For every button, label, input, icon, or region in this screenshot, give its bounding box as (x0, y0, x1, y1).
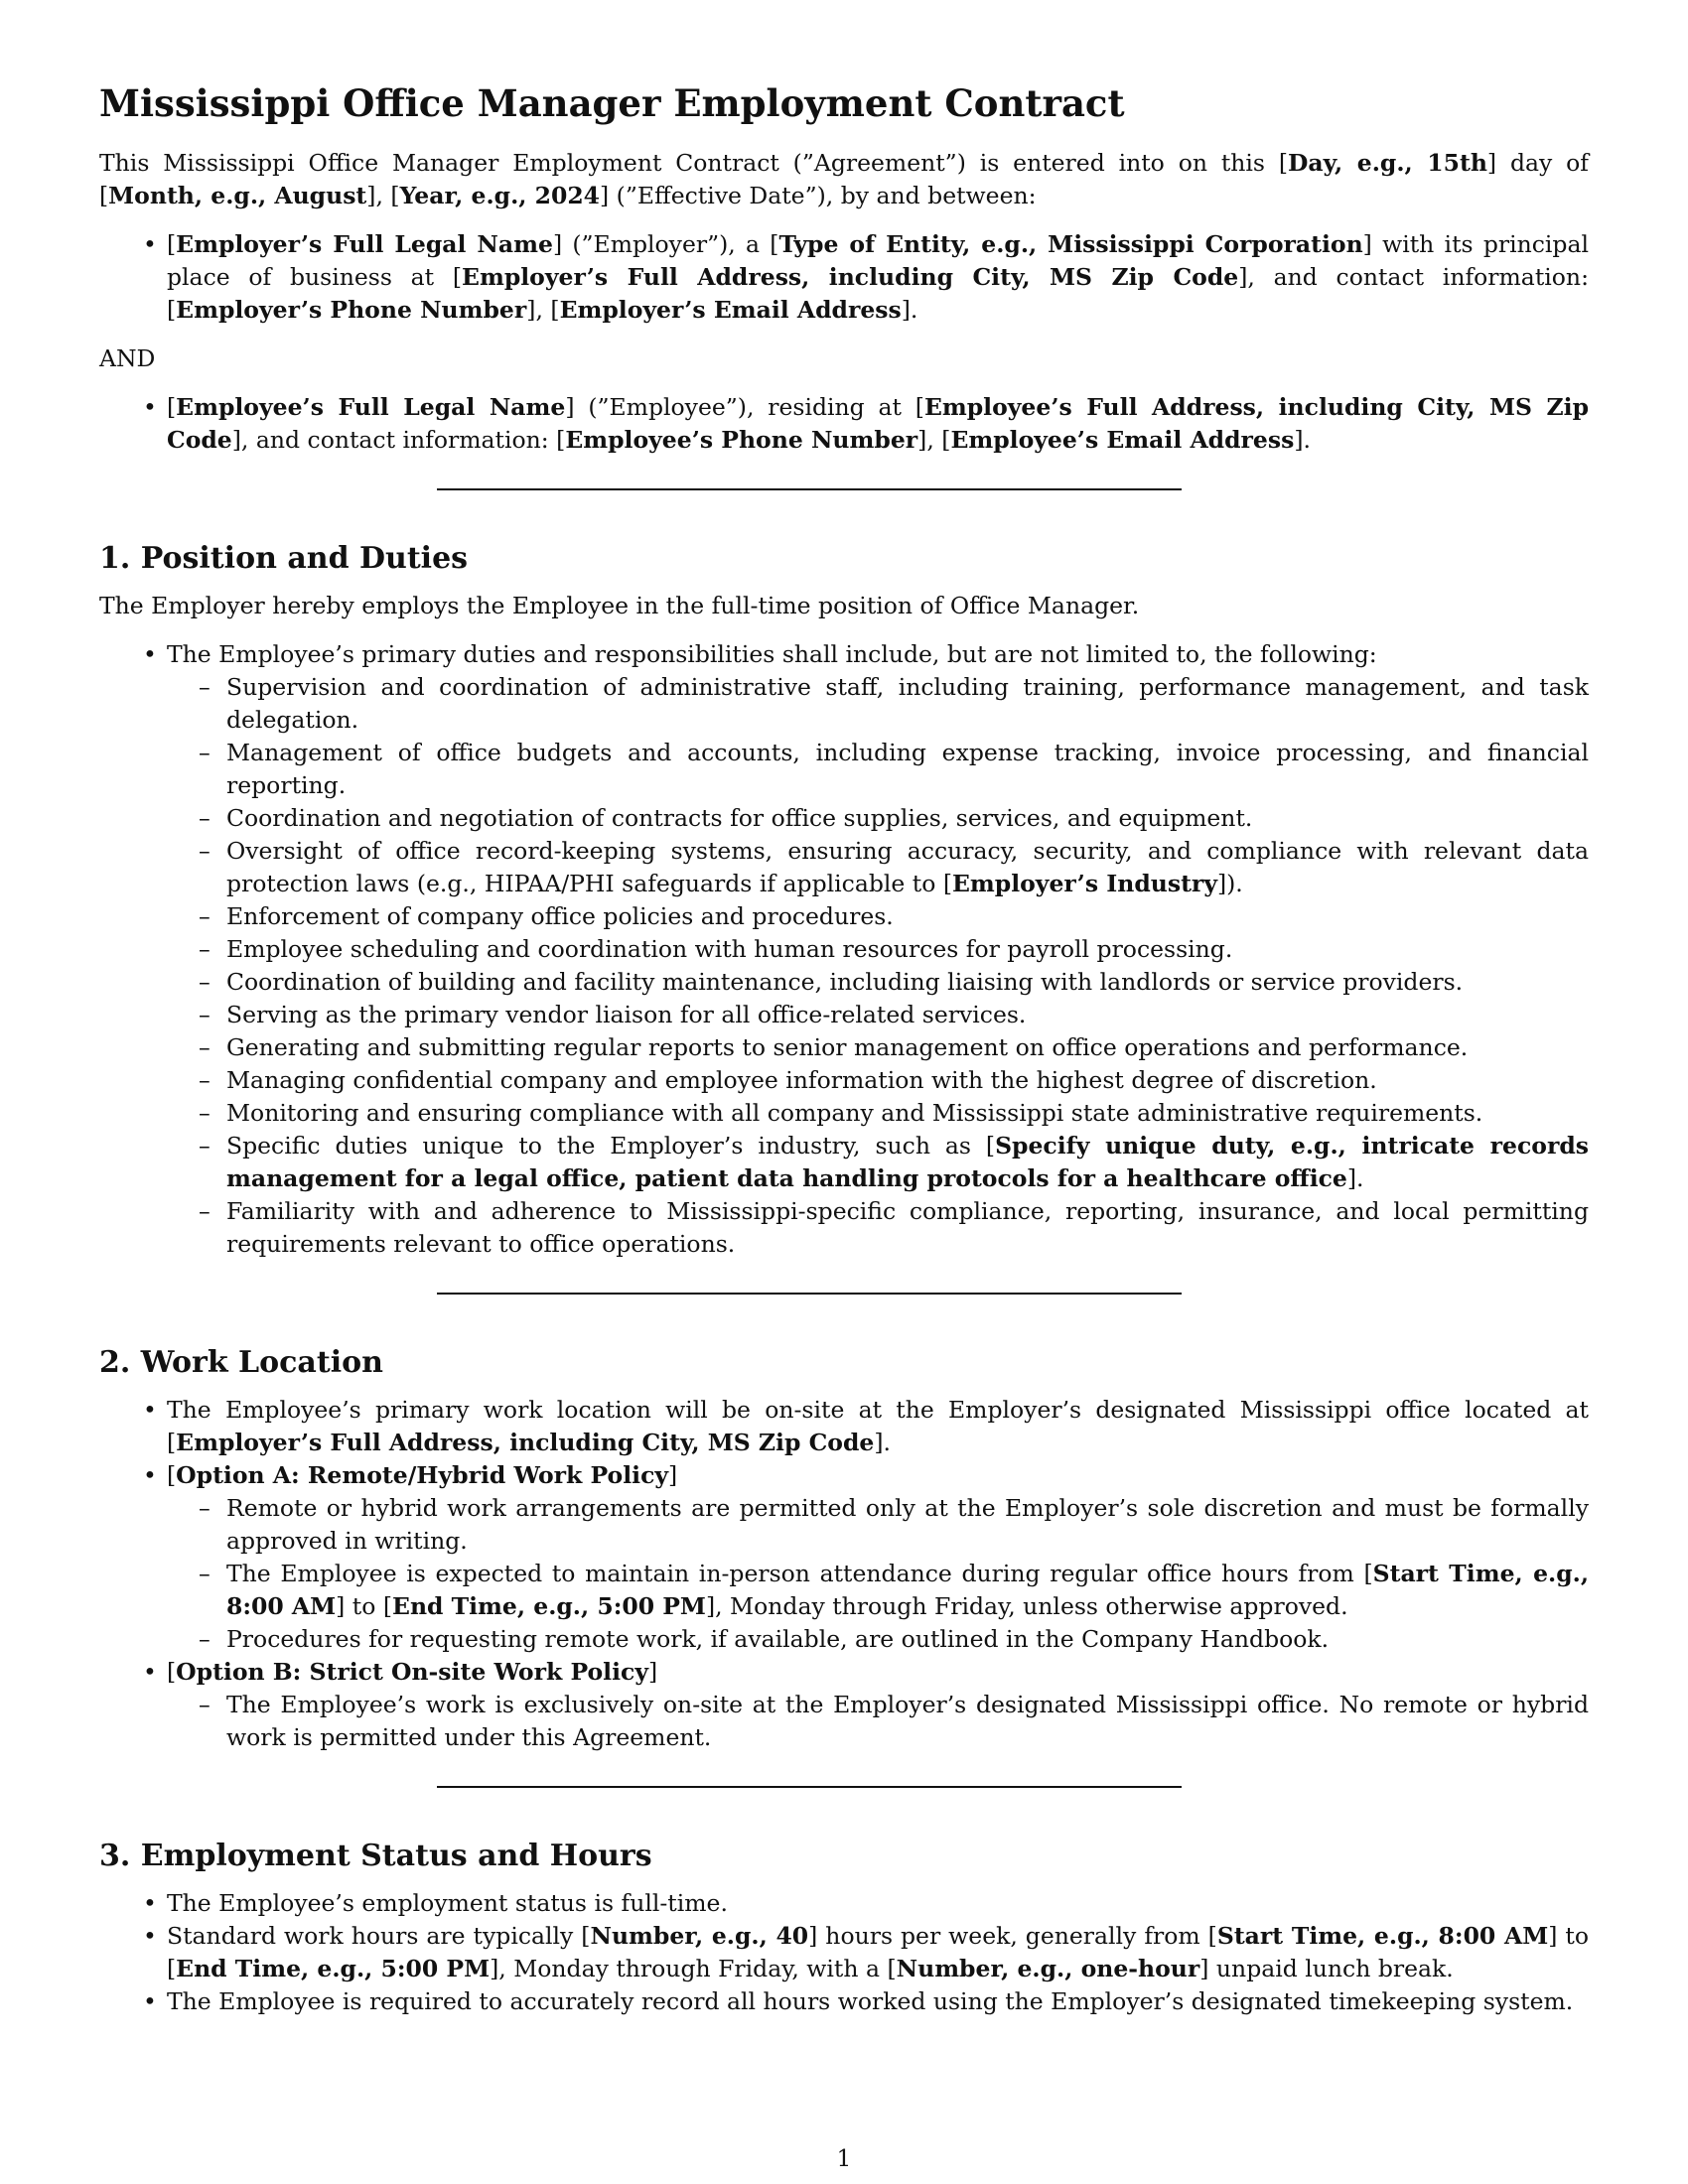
option-a-item (99, 1459, 1589, 1656)
intro-text: ] day of [ (99, 149, 1589, 209)
hours-text: ] hours per week, generally from [ (808, 1922, 1217, 1950)
employer-text: ], [ (526, 296, 560, 324)
work-location-list (99, 1394, 1589, 1754)
section-divider (437, 1786, 1182, 1788)
employer-phone-placeholder: Employer’s Phone Number (176, 296, 527, 324)
duty-text: Specific duties unique to the Employer’s industry, such as [ (226, 1132, 996, 1160)
intro-text: ], [ (366, 182, 400, 209)
employee-email-placeholder: Employee’s Email Address (950, 426, 1295, 454)
duty-item: – Serving as the primary vendor liaison for all office-related services. (167, 999, 1589, 1031)
option-a-point: – Procedures for requesting remote work, if available, are outlined in the Company Handbook. (167, 1623, 1589, 1656)
start-time-placeholder: Start Time, e.g., 8:00 AM (1216, 1922, 1549, 1950)
duty-item: – Management of office budgets and accounts, including expense tracking, invoice processing, and financial reporting. (167, 737, 1589, 802)
option-a-label: Option A: Remote/Hybrid Work Policy (176, 1461, 669, 1489)
option-a-sublist (167, 1492, 1589, 1656)
duty-item: – Coordination of building and facility maintenance, including liaising with landlords or service providers. (167, 966, 1589, 999)
status-item: • The Employee’s employment status is full-time. (99, 1887, 1589, 1920)
duty-item: – Coordination and negotiation of contracts for office supplies, services, and equipment. (167, 802, 1589, 835)
employee-text: ], [ (917, 426, 951, 454)
employer-email-placeholder: Employer’s Email Address (559, 296, 902, 324)
location-text: ]. (874, 1429, 891, 1456)
hours-item (99, 1920, 1589, 1985)
hours-text: ], Monday through Friday, with a [ (490, 1955, 897, 1982)
start-time-placeholder: Start Time, e.g., 8:00 AM (226, 1560, 1590, 1620)
option-text: ] to [ (336, 1592, 393, 1620)
option-bracket: ] (647, 1658, 658, 1686)
timekeeping-item: • The Employee is required to accurately record all hours worked using the Employer’s designated timekeeping system. (99, 1985, 1589, 2018)
employee-text: ] (”Employee”), residing at [ (565, 393, 924, 421)
month-placeholder: Month, e.g., August (108, 182, 367, 209)
office-address-placeholder: Employer’s Full Address, including City, MS Zip Code (176, 1429, 875, 1456)
hours-text: ] unpaid lunch break. (1199, 1955, 1454, 1982)
section-heading-status-hours: 3. Employment Status and Hours (99, 1839, 652, 1873)
employer-text: ] with its principal place of business at [ (167, 230, 1590, 291)
duty-item: – Enforcement of company office policies and procedures. (167, 900, 1589, 933)
section-heading-position: 1. Position and Duties (99, 541, 469, 576)
industry-placeholder: Employer’s Industry (952, 870, 1217, 897)
option-b-sublist (167, 1689, 1589, 1754)
duty-item: – Familiarity with and adherence to Mississippi-specific compliance, reporting, insurance, and local permitting requirements relevant to office operations. (167, 1195, 1589, 1261)
employee-party-item (99, 391, 1589, 457)
duty-item: – Generating and submitting regular reports to senior management on office operations and performance. (167, 1031, 1589, 1064)
employer-text: ]. (901, 296, 918, 324)
document-title: Mississippi Office Manager Employment Contract (99, 81, 1125, 125)
employee-text: ], and contact information: [ (231, 426, 566, 454)
section-divider (437, 488, 1182, 490)
option-b-label: Option B: Strict On-site Work Policy (176, 1658, 648, 1686)
lunch-duration-placeholder: Number, e.g., one-hour (896, 1955, 1200, 1982)
intro-text: This Mississippi Office Manager Employment Contract (”Agreement”) is entered into on this [ (99, 149, 1289, 177)
unique-duty-placeholder: Specify unique duty, e.g., intricate records management for a legal office, patient data handling protocols for a healthcare office (226, 1132, 1590, 1192)
status-hours-list (99, 1887, 1589, 2018)
work-location-item (99, 1394, 1589, 1459)
employer-party-item (99, 228, 1589, 327)
duty-item: – Employee scheduling and coordination with human resources for payroll processing. (167, 933, 1589, 966)
duty-item: – Supervision and coordination of administrative staff, including training, performance management, and task delegation. (167, 671, 1589, 737)
employee-party-list (99, 391, 1589, 457)
employer-name-placeholder: Employer’s Full Legal Name (176, 230, 553, 258)
section-divider (437, 1293, 1182, 1295)
duty-item (167, 835, 1589, 900)
option-b-item (99, 1656, 1589, 1754)
duty-text: ]. (1346, 1164, 1364, 1192)
option-text: The Employee is expected to maintain in-person attendance during regular office hours from [ (226, 1560, 1373, 1587)
end-time-placeholder: End Time, e.g., 5:00 PM (176, 1955, 491, 1982)
hours-text: Standard work hours are typically [ (167, 1922, 591, 1950)
employer-address-placeholder: Employer’s Full Address, including City, MS Zip Code (462, 263, 1239, 291)
hours-number-placeholder: Number, e.g., 40 (590, 1922, 809, 1950)
year-placeholder: Year, e.g., 2024 (399, 182, 601, 209)
page-number: 1 (836, 2146, 852, 2172)
position-intro: The Employer hereby employs the Employee in the full-time position of Office Manager. (99, 592, 1140, 619)
duty-item: – Managing confidential company and employee information with the highest degree of discretion. (167, 1064, 1589, 1097)
and-separator: AND (99, 344, 156, 372)
option-bracket: [ (167, 1658, 177, 1686)
duty-item (167, 1130, 1589, 1195)
option-bracket: [ (167, 1461, 177, 1489)
employer-text: ], and contact information: [ (167, 263, 1589, 324)
employee-name-placeholder: Employee’s Full Legal Name (176, 393, 566, 421)
document-page (99, 81, 1589, 2034)
day-placeholder: Day, e.g., 15th (1288, 149, 1487, 177)
employer-text: ] (”Employer”), a [ (552, 230, 779, 258)
option-bracket: ] (668, 1461, 678, 1489)
end-time-placeholder: End Time, e.g., 5:00 PM (392, 1592, 706, 1620)
duties-list (99, 638, 1589, 1261)
option-b-point: – The Employee’s work is exclusively on-site at the Employer’s designated Mississippi office. No remote or hybrid work is permitted under this Agreement. (167, 1689, 1589, 1754)
intro-text: ] (”Effective Date”), by and between: (600, 182, 1037, 209)
hours-text: ] to [ (167, 1922, 1589, 1982)
duty-item: – Monitoring and ensuring compliance with all company and Mississippi state administrative requirements. (167, 1097, 1589, 1130)
employer-text: [ (167, 230, 177, 258)
location-text: The Employee’s primary work location will be on-site at the Employer’s designated Mississippi office located at [ (167, 1396, 1589, 1456)
section-heading-work-location: 2. Work Location (99, 1345, 383, 1380)
employer-entity-placeholder: Type of Entity, e.g., Mississippi Corporation (778, 230, 1363, 258)
employer-party-list (99, 228, 1589, 327)
employee-phone-placeholder: Employee’s Phone Number (565, 426, 918, 454)
duties-sublist (167, 671, 1589, 1261)
duty-text: ]). (1216, 870, 1243, 897)
duty-text: Oversight of office record-keeping systems, ensuring accuracy, security, and compliance with relevant data protection laws (e.g., HIPAA/PHI safeguards if applicable to [ (226, 837, 1589, 897)
duties-intro: The Employee’s primary duties and responsibilities shall include, but are not limited to, the following: (167, 640, 1377, 668)
option-a-point (167, 1558, 1589, 1623)
option-a-point: – Remote or hybrid work arrangements are permitted only at the Employer’s sole discretion and must be formally approved in writing. (167, 1492, 1589, 1558)
intro-paragraph (99, 147, 1589, 212)
employee-text: ]. (1294, 426, 1311, 454)
duties-item (99, 638, 1589, 1261)
option-text: ], Monday through Friday, unless otherwise approved. (705, 1592, 1348, 1620)
employee-address-placeholder: Employee’s Full Address, including City, MS Zip Code (167, 393, 1590, 454)
employee-text: [ (167, 393, 177, 421)
